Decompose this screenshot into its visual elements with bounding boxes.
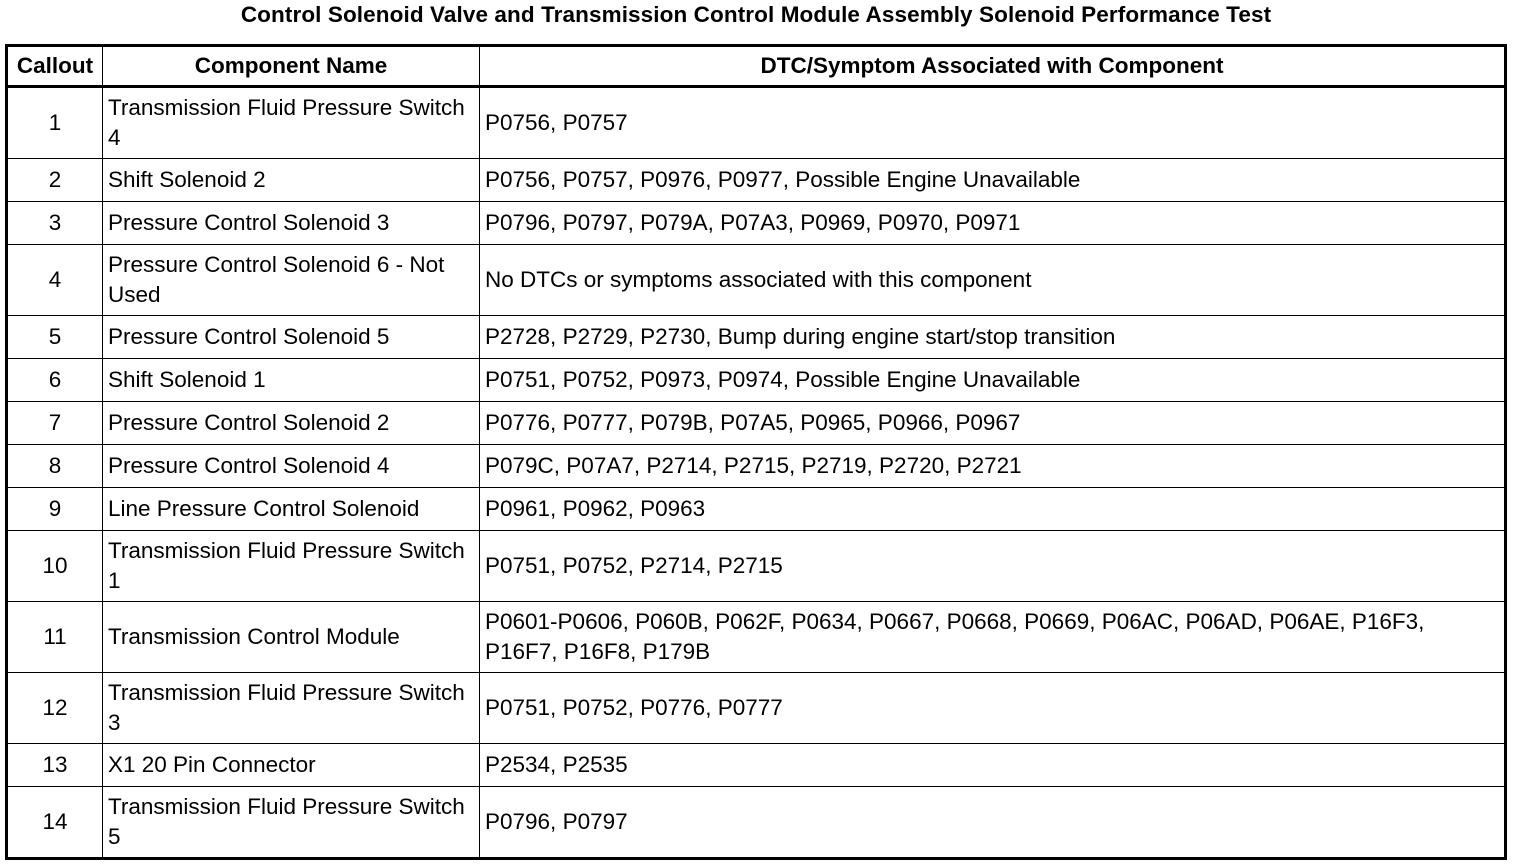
callout-cell: 2 <box>7 159 103 202</box>
callout-cell: 7 <box>7 402 103 445</box>
dtc-cell: P0751, P0752, P0973, P0974, Possible Engine Unavailable <box>480 359 1506 402</box>
table-row <box>7 488 1506 531</box>
component-name-cell: Transmission Fluid Pressure Switch 1 <box>103 531 480 602</box>
table-row <box>7 445 1506 488</box>
table-row <box>7 744 1506 787</box>
dtc-cell: P0756, P0757, P0976, P0977, Possible Engine Unavailable <box>480 159 1506 202</box>
component-name-cell: Line Pressure Control Solenoid <box>103 488 480 531</box>
callout-cell: 3 <box>7 202 103 245</box>
header-component-name: Component Name <box>103 46 480 87</box>
callout-cell: 14 <box>7 787 103 859</box>
component-name-cell: Shift Solenoid 2 <box>103 159 480 202</box>
table-row <box>7 402 1506 445</box>
callout-cell: 8 <box>7 445 103 488</box>
table-row <box>7 159 1506 202</box>
component-name-cell: Shift Solenoid 1 <box>103 359 480 402</box>
dtc-cell: P0751, P0752, P2714, P2715 <box>480 531 1506 602</box>
dtc-cell: P2534, P2535 <box>480 744 1506 787</box>
header-dtc-symptom: DTC/Symptom Associated with Component <box>480 46 1506 87</box>
table-row <box>7 316 1506 359</box>
table-row <box>7 359 1506 402</box>
table-row <box>7 87 1506 159</box>
dtc-cell: No DTCs or symptoms associated with this component <box>480 245 1506 316</box>
dtc-cell: P0796, P0797, P079A, P07A3, P0969, P0970, P0971 <box>480 202 1506 245</box>
dtc-cell: P079C, P07A7, P2714, P2715, P2719, P2720, P2721 <box>480 445 1506 488</box>
component-name-cell: Pressure Control Solenoid 2 <box>103 402 480 445</box>
callout-cell: 10 <box>7 531 103 602</box>
dtc-cell: P0756, P0757 <box>480 87 1506 159</box>
table-row <box>7 602 1506 673</box>
callout-cell: 13 <box>7 744 103 787</box>
callout-cell: 5 <box>7 316 103 359</box>
dtc-cell: P2728, P2729, P2730, Bump during engine start/stop transition <box>480 316 1506 359</box>
callout-cell: 4 <box>7 245 103 316</box>
callout-cell: 11 <box>7 602 103 673</box>
table-header-row <box>7 46 1506 87</box>
component-name-cell: Pressure Control Solenoid 3 <box>103 202 480 245</box>
table-row <box>7 531 1506 602</box>
solenoid-dtc-table <box>5 44 1507 860</box>
component-name-cell: Transmission Control Module <box>103 602 480 673</box>
dtc-cell: P0751, P0752, P0776, P0777 <box>480 673 1506 744</box>
page-title: Control Solenoid Valve and Transmission Control Module Assembly Solenoid Performance Test <box>240 2 1272 27</box>
callout-cell: 9 <box>7 488 103 531</box>
dtc-cell: P0776, P0777, P079B, P07A5, P0965, P0966, P0967 <box>480 402 1506 445</box>
callout-cell: 6 <box>7 359 103 402</box>
callout-cell: 1 <box>7 87 103 159</box>
dtc-cell: P0961, P0962, P0963 <box>480 488 1506 531</box>
table-row <box>7 787 1506 859</box>
table-row <box>7 673 1506 744</box>
header-callout: Callout <box>7 46 103 87</box>
component-name-cell: Transmission Fluid Pressure Switch 3 <box>103 673 480 744</box>
component-name-cell: Transmission Fluid Pressure Switch 5 <box>103 787 480 859</box>
component-name-cell: Pressure Control Solenoid 5 <box>103 316 480 359</box>
component-name-cell: Transmission Fluid Pressure Switch 4 <box>103 87 480 159</box>
component-name-cell: Pressure Control Solenoid 6 - Not Used <box>103 245 480 316</box>
dtc-cell: P0601-P0606, P060B, P062F, P0634, P0667, P0668, P0669, P06AC, P06AD, P06AE, P16F3, P16F7, P16F8, P179B <box>480 602 1506 673</box>
component-name-cell: X1 20 Pin Connector <box>103 744 480 787</box>
table-row <box>7 245 1506 316</box>
component-name-cell: Pressure Control Solenoid 4 <box>103 445 480 488</box>
callout-cell: 12 <box>7 673 103 744</box>
table-row <box>7 202 1506 245</box>
dtc-cell: P0796, P0797 <box>480 787 1506 859</box>
